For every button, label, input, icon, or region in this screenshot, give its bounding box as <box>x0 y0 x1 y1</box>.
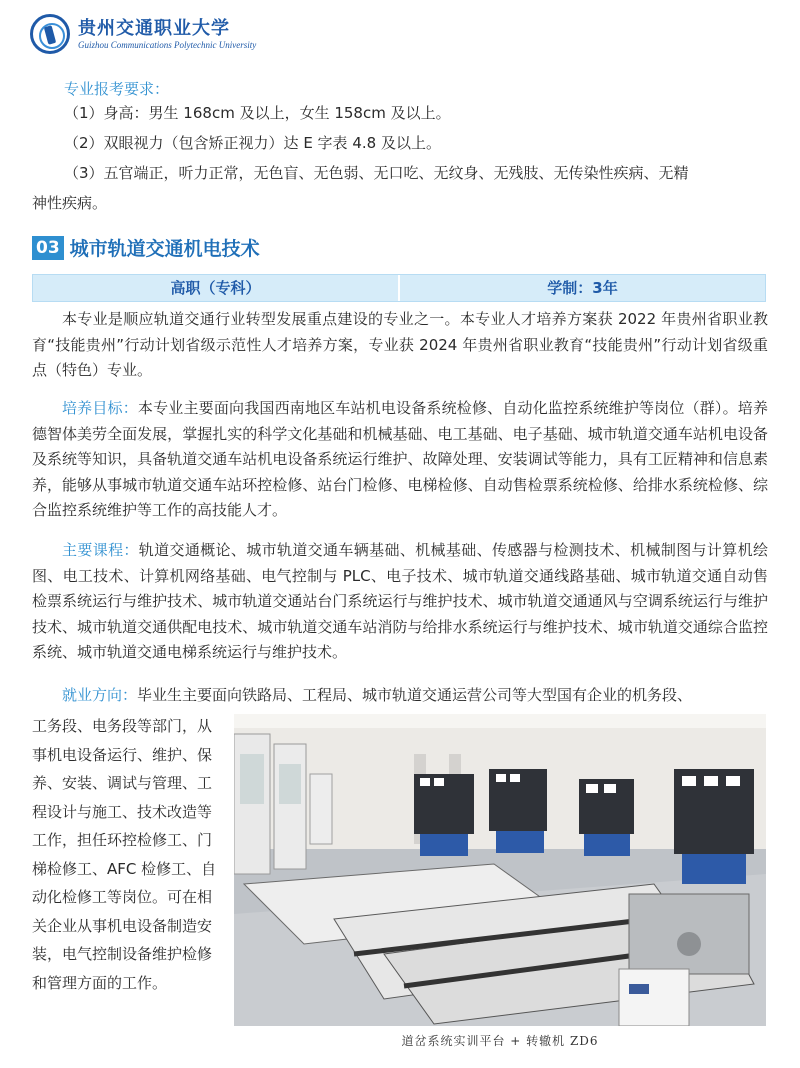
employment-label: 就业方向： <box>62 686 138 704</box>
requirement-item-1: （1）身高：男生 168cm 及以上，女生 158cm 及以上。 <box>64 104 451 122</box>
school-name-cn: 贵州交通职业大学 <box>78 17 230 39</box>
requirement-item-3-cont: 神性疾病。 <box>32 194 108 212</box>
school-name-block <box>78 18 256 51</box>
requirements-title: 专业报考要求： <box>64 80 170 98</box>
employment-text: 毕业生主要面向铁路局、工程局、城市轨道交通运营公司等大型国有企业的机务段、 <box>137 686 693 704</box>
section-heading <box>32 234 260 261</box>
courses-text: 轨道交通概论、城市轨道交通车辆基础、机械基础、传感器与检测技术、机械制图与计算机绘图、电工技术、计算机网络基础、电气控制与 PLC、电子技术、城市轨道交通线路基础、城市轨道交通自动售检票系统运行与维护技术、城市轨道交通站台门系统运行与维护技术、城市轨道交通通风与空调系统运行与维护技术、城市轨道交通供配电技术、城市轨道交通车站消防与给排水系统运行与维护技术、城市轨道交通综合监控系统、城市轨道交通电梯系统运行与维护技术。 <box>32 541 768 661</box>
goal-text: 本专业主要面向我国西南地区车站机电设备系统检修、自动化监控系统维护等岗位（群）。培养德智体美劳全面发展，掌握扎实的科学文化基础和机械基础、电工基础、电子基础、城市轨道交通车站机电设备及系统等知识，具备轨道交通车站机电设备系统运行维护、故障处理、安装调试等能力，具有工匠精神和信息素养，能够从事城市轨道交通车站环控检修、站台门检修、电梯检修、自动售检票系统检修、给排水系统检修、综合监控系统维护等工作的高技能人才。 <box>32 399 768 519</box>
photo-caption: 道岔系统实训平台 + 转辙机 ZD6 <box>401 1034 599 1048</box>
program-info-band <box>32 274 766 302</box>
goal-paragraph <box>32 396 768 524</box>
page-header <box>30 12 256 56</box>
school-logo-icon <box>30 14 70 54</box>
school-name-en: Guizhou Communications Polytechnic University <box>78 39 257 50</box>
training-lab-illustration <box>234 714 766 1026</box>
section-title: 城市轨道交通机电技术 <box>69 238 260 260</box>
employment-paragraph <box>32 683 768 709</box>
program-duration: 学制：3年 <box>547 279 618 297</box>
section-number: 03 <box>32 236 64 260</box>
intro-paragraph: 本专业是顺应轨道交通行业转型发展重点建设的专业之一。本专业人才培养方案获 2022 年贵州省职业教育“技能贵州”行动计划省级示范性人才培养方案，专业获 2024 年贵州省职业教育“技能贵州”行动计划省级重点（特色）专业。 <box>32 310 768 379</box>
requirement-item-2: （2）双眼视力（包含矫正视力）达 E 字表 4.8 及以上。 <box>64 134 441 152</box>
courses-paragraph <box>32 538 768 666</box>
employment-side-text: 工务段、电务段等部门，从事机电设备运行、维护、保养、安装、调试与管理、工程设计与施工、技术改造等工作，担任环控检修工、门梯检修工、AFC 检修工、自动化检修工等岗位。可在相关企业从事机电设备制造安装，电气控制设备维护检修和管理方面的工作。 <box>32 717 217 992</box>
training-lab-photo <box>234 714 766 1026</box>
courses-label: 主要课程： <box>62 541 139 559</box>
goal-label: 培养目标： <box>62 399 138 417</box>
program-level: 高职（专科） <box>170 279 261 297</box>
requirement-item-3: （3）五官端正，听力正常，无色盲、无色弱、无口吃、无纹身、无残肢、无传染性疾病、无精 <box>64 164 689 182</box>
